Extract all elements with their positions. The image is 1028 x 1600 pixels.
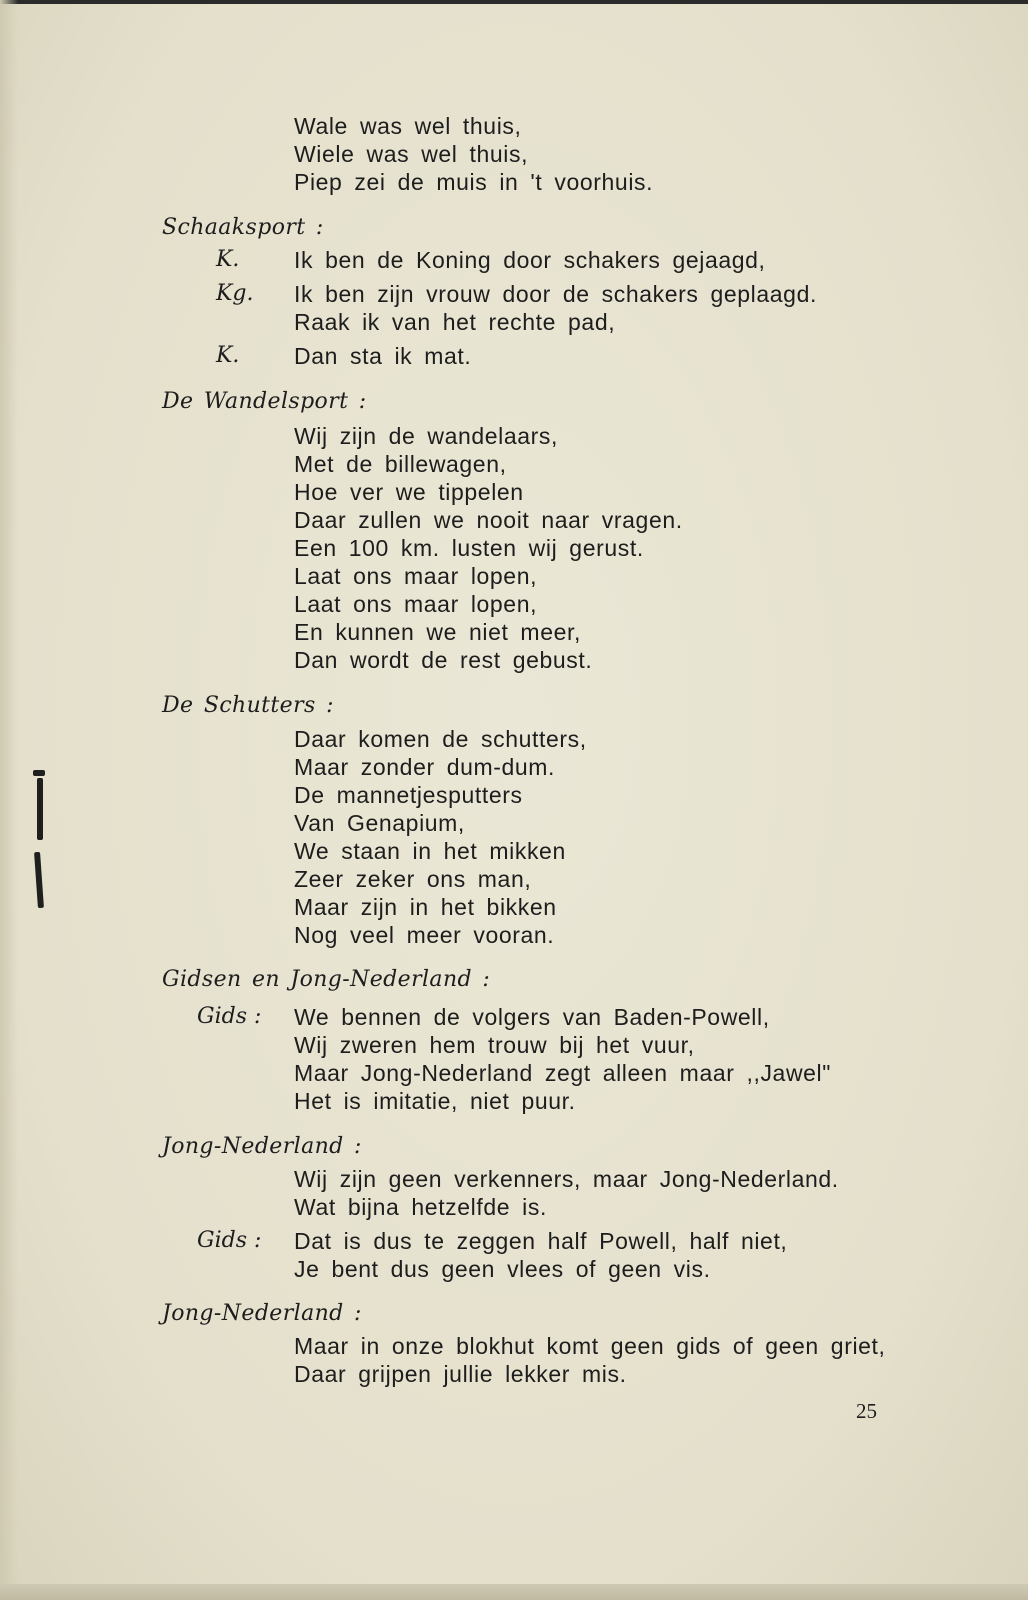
section-heading: Gidsen en Jong-Nederland : — [162, 967, 491, 992]
page-number: 25 — [856, 1399, 877, 1423]
verse-line: Het is imitatie, niet puur. — [294, 1088, 576, 1114]
verse-line: Een 100 km. lusten wij gerust. — [294, 535, 644, 561]
verse-line: Laat ons maar lopen, — [294, 591, 538, 617]
verse-line: Laat ons maar lopen, — [294, 563, 538, 589]
verse-line: Met de billewagen, — [294, 451, 507, 477]
section-heading: Schaaksport : — [162, 215, 324, 240]
section-heading: De Wandelsport : — [162, 389, 367, 414]
verse-line: Je bent dus geen vlees of geen vis. — [294, 1256, 711, 1282]
verse-line: Wiele was wel thuis, — [294, 141, 529, 167]
section-heading: De Schutters : — [162, 693, 334, 718]
verse-line: Wij zweren hem trouw bij het vuur, — [294, 1032, 695, 1058]
verse-line: Van Genapium, — [294, 810, 465, 836]
verse-line: Nog veel meer vooran. — [294, 922, 555, 948]
verse-line: Maar zijn in het bikken — [294, 894, 557, 920]
speaker-label: K. — [216, 343, 240, 368]
verse-line: Daar grijpen jullie lekker mis. — [294, 1361, 627, 1387]
speaker-label: K. — [216, 247, 240, 272]
verse-line: Hoe ver we tippelen — [294, 479, 524, 505]
verse-line: We bennen de volgers van Baden-Powell, — [294, 1004, 770, 1030]
speaker-label: Gids : — [197, 1228, 262, 1253]
verse-line: Wij zijn de wandelaars, — [294, 423, 559, 449]
verse-line: Daar zullen we nooit naar vragen. — [294, 507, 683, 533]
verse-line: De mannetjesputters — [294, 782, 523, 808]
verse-line: Maar zonder dum-dum. — [294, 754, 556, 780]
verse-line: En kunnen we niet meer, — [294, 619, 581, 645]
verse-line: Maar Jong-Nederland zegt alleen maar ,,Jawel" — [294, 1060, 832, 1086]
verse-line: Ik ben de Koning door schakers gejaagd, — [294, 247, 766, 273]
verse-line: Piep zei de muis in 't voorhuis. — [294, 169, 654, 195]
verse-line: Maar in onze blokhut komt geen gids of geen griet, — [294, 1333, 886, 1359]
verse-line: Zeer zeker ons man, — [294, 866, 532, 892]
verse-line: Daar komen de schutters, — [294, 726, 587, 752]
speaker-label: Kg. — [216, 281, 254, 306]
section-heading: Jong-Nederland : — [162, 1301, 362, 1326]
verse-line: Wat bijna hetzelfde is. — [294, 1194, 547, 1220]
verse-line: Dan sta ik mat. — [294, 343, 472, 369]
section-heading: Jong-Nederland : — [162, 1134, 362, 1159]
verse-line: Wale was wel thuis, — [294, 113, 522, 139]
verse-line: Ik ben zijn vrouw door de schakers geplaagd. — [294, 281, 817, 307]
verse-line: Dan wordt de rest gebust. — [294, 647, 593, 673]
verse-line: Raak ik van het rechte pad, — [294, 309, 616, 335]
verse-line: We staan in het mikken — [294, 838, 566, 864]
speaker-label: Gids : — [197, 1004, 262, 1029]
verse-line: Dat is dus te zeggen half Powell, half niet, — [294, 1228, 788, 1254]
verse-line: Wij zijn geen verkenners, maar Jong-Nederland. — [294, 1166, 839, 1192]
